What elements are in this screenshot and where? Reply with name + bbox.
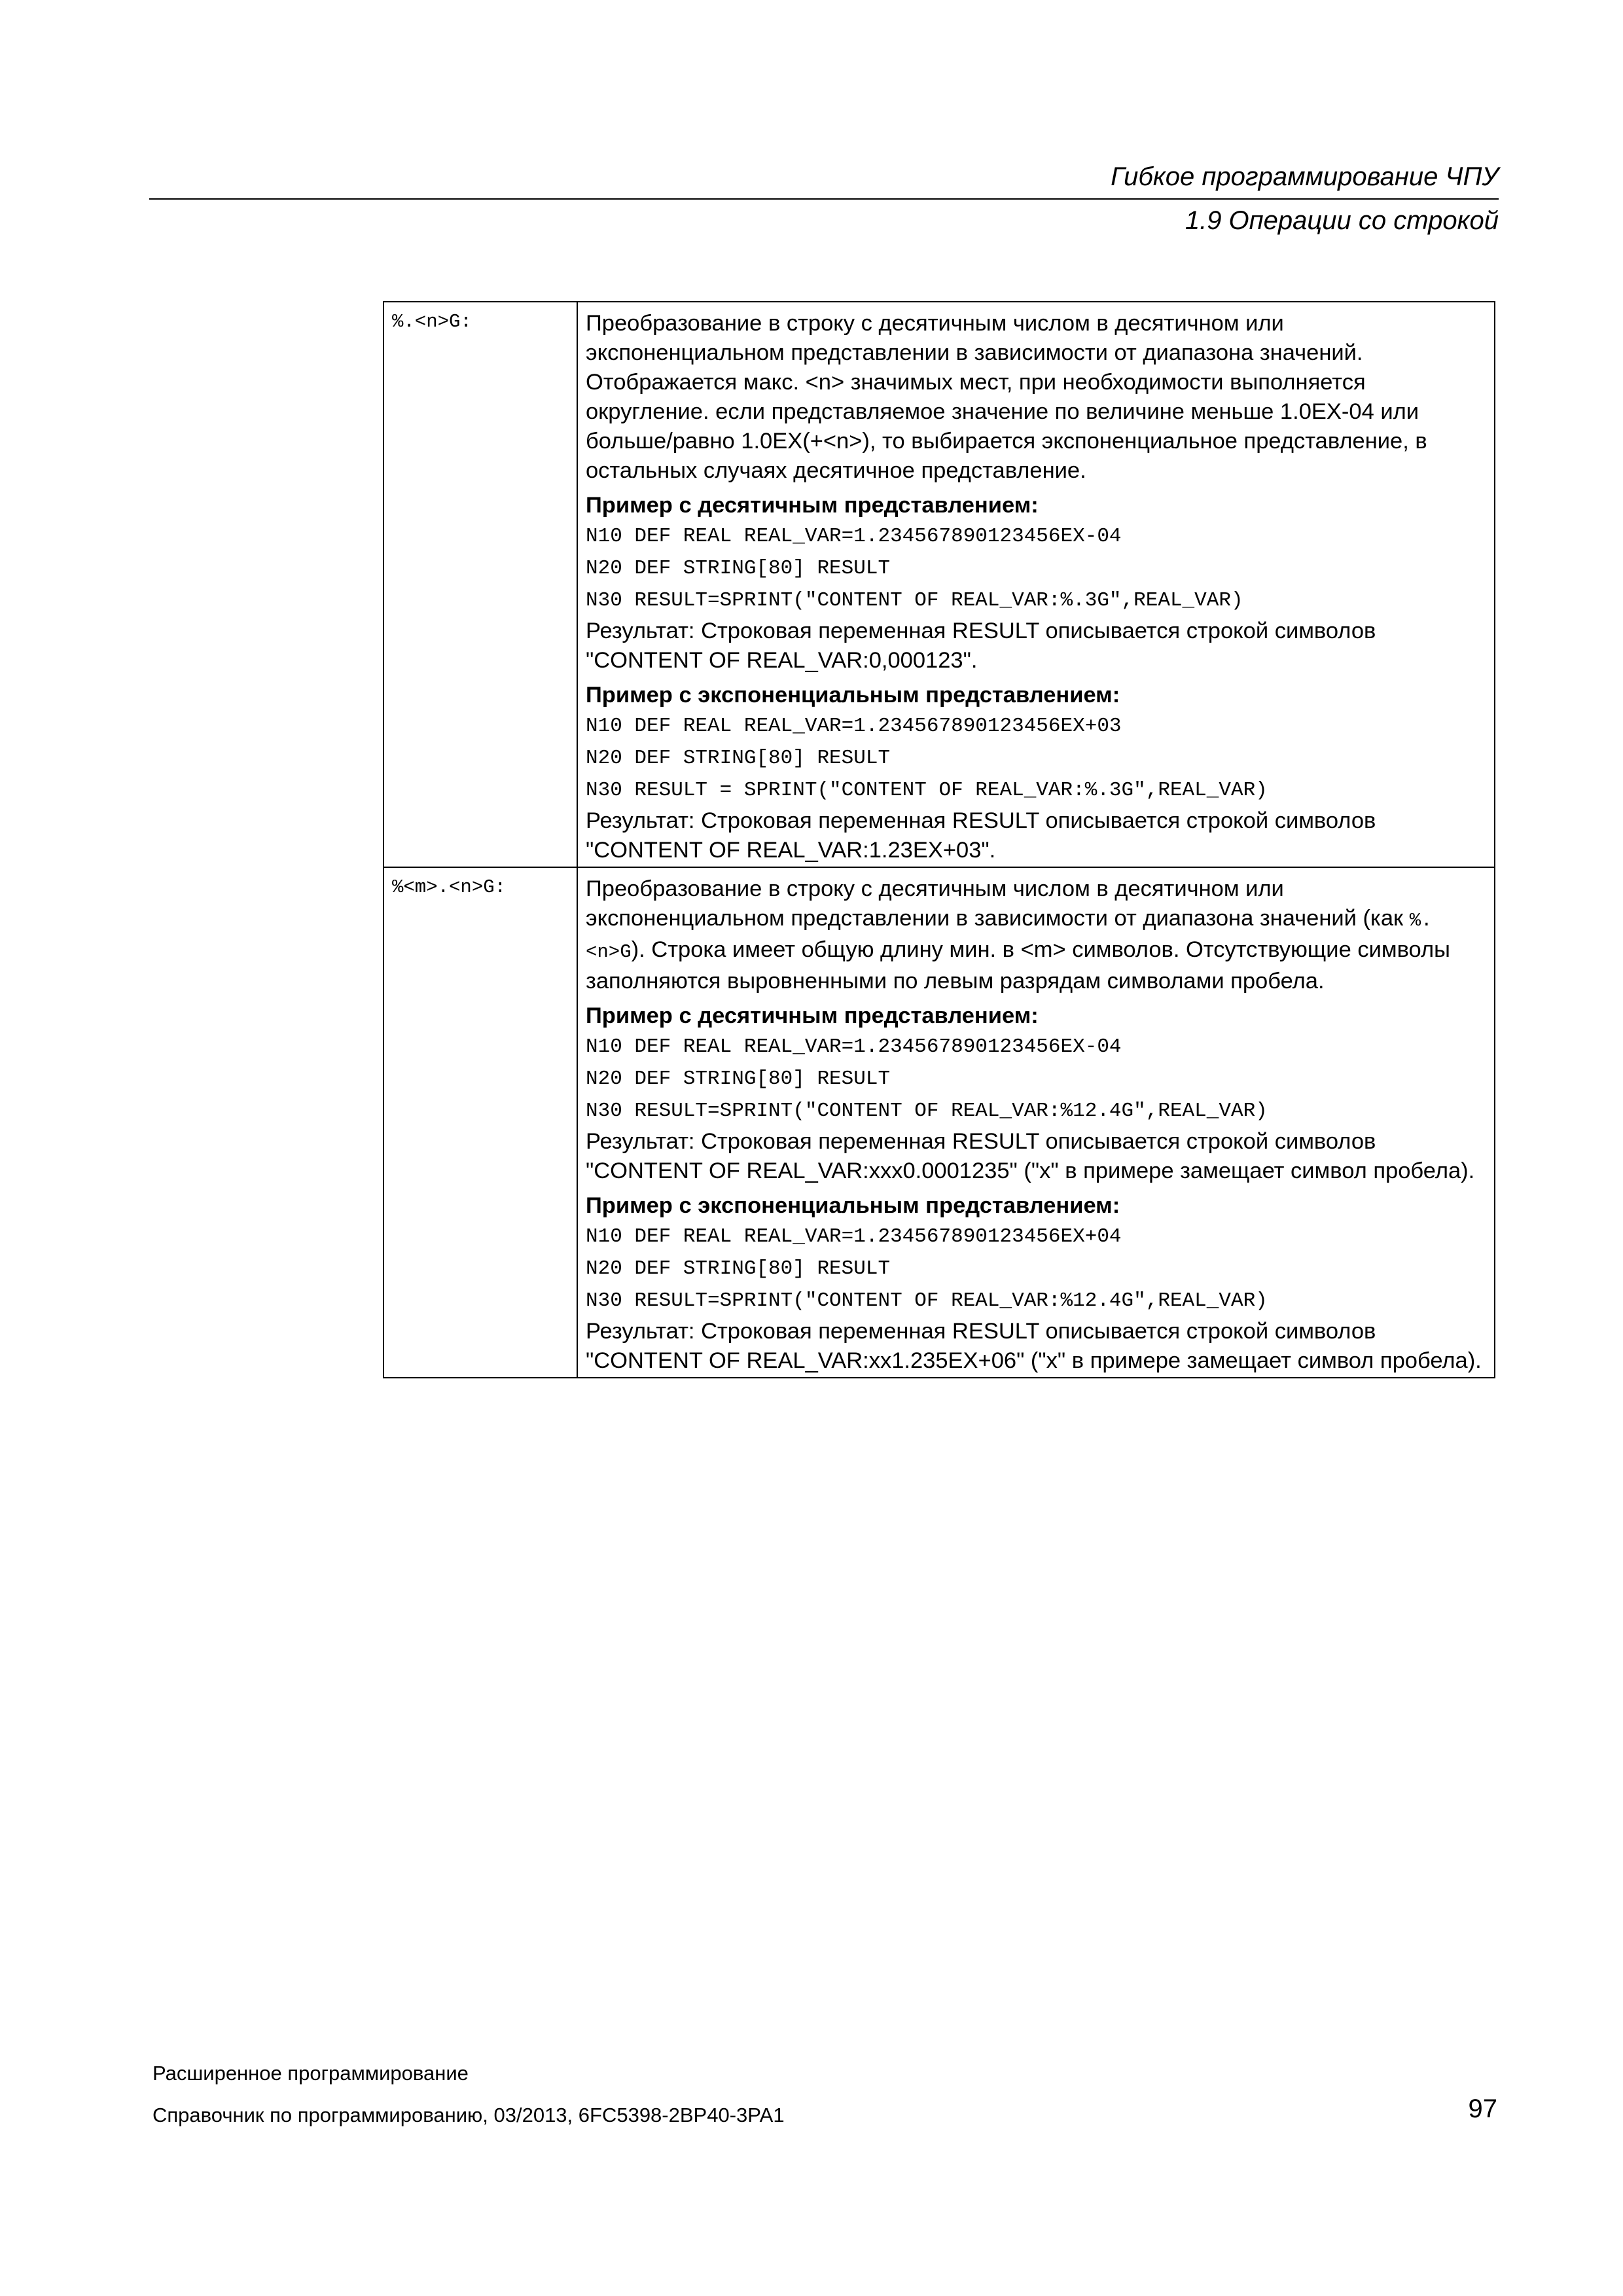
description-text <box>586 874 1486 996</box>
format-cell <box>383 302 577 867</box>
example-result: Результат: Строковая переменная RESULT описывается строкой символов "CONTENT OF REAL_VAR:0,000123". <box>586 619 1376 673</box>
code-line: N30 RESULT=SPRINT("CONTENT OF REAL_VAR:%12.4G",REAL_VAR) <box>586 1100 1268 1122</box>
code-line: N30 RESULT=SPRINT("CONTENT OF REAL_VAR:%.3G",REAL_VAR) <box>586 589 1243 612</box>
footer-title: Расширенное программирование <box>152 2062 469 2085</box>
header-rule <box>149 198 1499 200</box>
example-heading: Пример с десятичным представлением: <box>586 1003 1039 1028</box>
inline-code: %.<n>G <box>586 910 1433 963</box>
footer-doc-info: Справочник по программированию, 03/2013, 6FC5398-2BP40-3PA1 <box>152 2104 785 2126</box>
description-cell <box>577 302 1495 867</box>
example-heading: Пример с экспоненциальным представлением: <box>586 683 1120 708</box>
description-text-part: ). Строка имеет общую длину мин. в <m> символов. Отсутствующие символы заполняются выровненными по левым разрядам символами пробела. <box>586 937 1450 994</box>
format-spec-table <box>383 301 1495 1378</box>
code-line: N30 RESULT=SPRINT("CONTENT OF REAL_VAR:%12.4G",REAL_VAR) <box>586 1289 1268 1312</box>
code-line: N10 DEF REAL REAL_VAR=1.234567890123456EX+04 <box>586 1225 1122 1248</box>
table-row <box>383 867 1495 1378</box>
code-line: N20 DEF STRING[80] RESULT <box>586 747 891 770</box>
running-header-section: 1.9 Операции со строкой <box>1185 206 1499 235</box>
page-number: 97 <box>1468 2094 1497 2123</box>
code-line: N30 RESULT = SPRINT("CONTENT OF REAL_VAR:%.3G",REAL_VAR) <box>586 779 1268 802</box>
description-cell <box>577 867 1495 1378</box>
example-result: Результат: Строковая переменная RESULT описывается строкой символов "CONTENT OF REAL_VAR:xxx0.0001235" ("x" в примере замещает символ пробела). <box>586 1129 1475 1183</box>
code-line: N20 DEF STRING[80] RESULT <box>586 1257 891 1280</box>
running-header-chapter: Гибкое программирование ЧПУ <box>1111 162 1499 191</box>
example-heading: Пример с десятичным представлением: <box>586 493 1039 518</box>
description-text: Преобразование в строку с десятичным числом в десятичном или экспоненциальном представлении в зависимости от диапазона значений. Отображается макс. <n> значимых мест, при необходимости выполняется округление. если представляемое значение по величине меньше 1.0EX-04 или больше/равно 1.0EX(+<n>), то выбирается экспоненциальное представление, в остальных случаях десятичное представление. <box>586 311 1427 483</box>
table-row <box>383 302 1495 867</box>
code-line: N20 DEF STRING[80] RESULT <box>586 557 891 580</box>
example-heading: Пример с экспоненциальным представлением: <box>586 1193 1120 1218</box>
format-cell <box>383 867 577 1378</box>
code-line: N10 DEF REAL REAL_VAR=1.234567890123456EX-04 <box>586 525 1122 548</box>
code-line: N10 DEF REAL REAL_VAR=1.234567890123456EX-04 <box>586 1035 1122 1058</box>
example-result: Результат: Строковая переменная RESULT описывается строкой символов "CONTENT OF REAL_VAR:1.23EX+03". <box>586 808 1376 863</box>
format-specifier: %<m>.<n>G: <box>392 876 507 898</box>
format-specifier: %.<n>G: <box>392 311 472 332</box>
description-text-part: Преобразование в строку с десятичным числом в десятичном или экспоненциальном представлении в зависимости от диапазона значений (как <box>586 876 1410 931</box>
code-line: N20 DEF STRING[80] RESULT <box>586 1067 891 1090</box>
example-result: Результат: Строковая переменная RESULT описывается строкой символов "CONTENT OF REAL_VAR:xx1.235EX+06" ("x" в примере замещает символ пробела). <box>586 1319 1482 1373</box>
code-line: N10 DEF REAL REAL_VAR=1.234567890123456EX+03 <box>586 715 1122 738</box>
